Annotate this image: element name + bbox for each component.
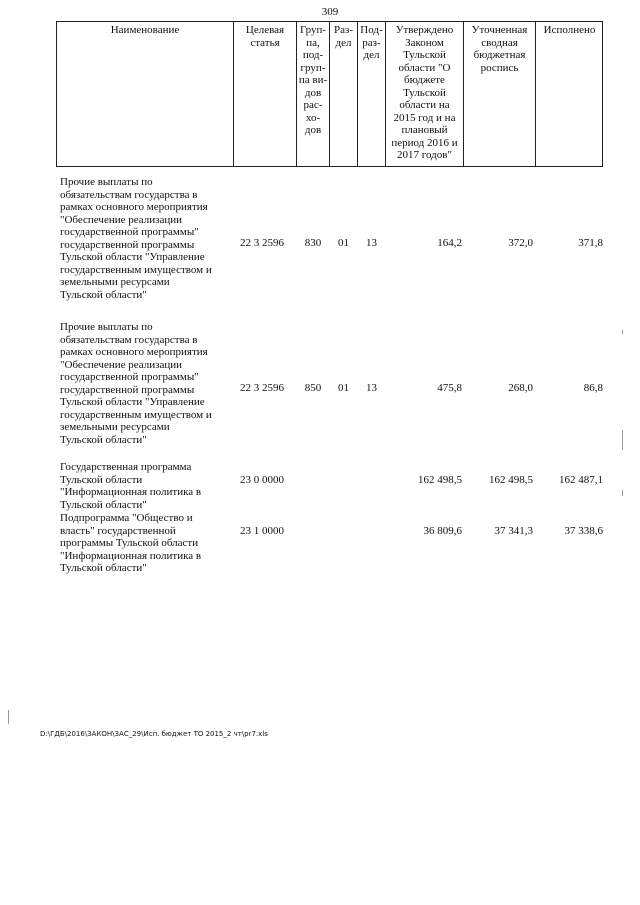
row-name-line: земельными ресурсами — [60, 421, 170, 433]
row-subsection: 13 — [366, 382, 377, 395]
row-approved-amount: 36 809,6 — [423, 524, 462, 537]
row-approved-amount: 164,2 — [437, 237, 462, 250]
header-line: статья — [250, 36, 280, 49]
header-line: дел — [335, 36, 352, 49]
row-name — [60, 176, 235, 301]
row-name-line: Тульской области" — [60, 562, 147, 574]
header-refined-budget — [464, 24, 535, 74]
header-section — [330, 24, 357, 49]
header-line: рас- — [303, 99, 323, 111]
row-name-line: Тульской области — [60, 473, 143, 486]
row-name — [60, 321, 235, 446]
header-line: хо- — [305, 111, 321, 124]
row-name-line: государственным имуществом и — [60, 263, 212, 276]
header-line: Груп- — [299, 24, 327, 36]
row-name-line: Тульской области "Управление — [60, 251, 205, 263]
row-name-line: Прочие выплаты по — [60, 176, 153, 188]
row-name-line: Тульской области "Управление — [60, 396, 205, 408]
header-line: дел — [363, 49, 380, 61]
header-line: под- — [302, 49, 324, 61]
header-line: Тульской — [403, 49, 446, 61]
row-name-line: "Обеспечение реализации — [60, 358, 182, 371]
row-target-article: 22 3 2596 — [240, 382, 284, 395]
header-line: плановый — [401, 124, 448, 136]
header-line: Уточненная — [471, 24, 528, 36]
row-name-line: земельными ресурсами — [60, 276, 170, 288]
row-refined-amount: 372,0 — [508, 237, 533, 250]
row-refined-amount: 268,0 — [508, 382, 533, 395]
header-line: дов — [304, 86, 322, 99]
row-target-article: 23 0 0000 — [240, 473, 284, 486]
row-name-line: рамках основного мероприятия — [60, 346, 208, 358]
row-name-line: государственной программы — [60, 238, 195, 251]
row-refined-amount: 162 498,5 — [489, 473, 533, 486]
row-name-line: Тульской области" — [60, 498, 147, 511]
row-executed-amount: 371,8 — [578, 237, 603, 250]
header-line: Под- — [360, 24, 383, 36]
header-line: бюджете — [404, 74, 445, 86]
header-line: па, — [306, 36, 320, 49]
header-line: дов — [304, 124, 322, 136]
scan-mark — [622, 430, 623, 450]
row-expense-group: 830 — [304, 237, 322, 250]
header-subsection — [358, 24, 385, 62]
row-target-article: 23 1 0000 — [240, 524, 284, 537]
page-number: 309 — [321, 6, 339, 18]
header-line: Законом — [405, 36, 444, 49]
header-line: области "О — [398, 61, 451, 74]
row-name-line: Прочие выплаты по — [60, 321, 153, 333]
header-executed — [536, 24, 603, 37]
header-line: Исполнено — [543, 24, 596, 36]
row-name-line: Подпрограмма "Общество и — [60, 512, 193, 524]
header-expense-group — [297, 24, 329, 137]
row-name-line: власть" государственной — [60, 524, 176, 537]
row-name-line: программы Тульской области — [60, 537, 199, 549]
row-expense-group: 850 — [304, 382, 322, 395]
row-name-line: Тульской области" — [60, 288, 147, 301]
row-name-line: обязательствам государства в — [60, 333, 198, 346]
row-name-line: рамках основного мероприятия — [60, 201, 208, 213]
header-target-article — [234, 24, 296, 49]
header-line: области на — [399, 99, 450, 111]
row-name-line: Государственная программа — [60, 461, 192, 473]
header-line: Раз- — [333, 24, 353, 36]
scan-mark — [8, 710, 9, 724]
header-line: груп- — [300, 61, 326, 74]
header-approved-by-law — [386, 24, 463, 162]
header-line: Тульской — [403, 86, 446, 99]
header-line: Утверждено — [395, 24, 454, 36]
header-line: Целевая — [245, 24, 285, 36]
header-line: 2015 год и на — [393, 111, 456, 124]
header-name: Наименование — [110, 24, 180, 36]
row-name — [60, 512, 235, 575]
scan-mark — [622, 330, 623, 334]
column-divider — [535, 21, 536, 167]
row-executed-amount: 162 487,1 — [559, 473, 603, 486]
row-name-line: "Информационная политика в — [60, 549, 202, 562]
row-refined-amount: 37 341,3 — [494, 524, 533, 537]
row-name-line: государственной программы" — [60, 226, 199, 238]
row-name-line: государственной программы" — [60, 371, 199, 383]
row-name-line: государственной программы — [60, 383, 195, 396]
row-section: 01 — [338, 382, 349, 395]
row-name — [60, 461, 235, 511]
row-name-line: Тульской области" — [60, 433, 147, 446]
header-line: па ви- — [298, 74, 328, 86]
header-line: период 2016 и — [391, 136, 458, 149]
row-name-line: "Информационная политика в — [60, 486, 202, 498]
file-path-footer: D:\ГДБ\2016\ЗАКОН\ЗАС_29\Исп. бюджет ТО 2015_2 чт\pr7.xls — [40, 730, 268, 738]
header-line: раз- — [362, 36, 381, 49]
header-line: бюджетная — [473, 49, 526, 61]
row-name-line: обязательствам государства в — [60, 188, 198, 201]
header-line: роспись — [480, 61, 519, 74]
row-target-article: 22 3 2596 — [240, 237, 284, 250]
scan-mark — [622, 490, 623, 496]
row-section: 01 — [338, 237, 349, 250]
row-approved-amount: 475,8 — [437, 382, 462, 395]
row-executed-amount: 37 338,6 — [564, 524, 603, 537]
row-approved-amount: 162 498,5 — [418, 473, 462, 486]
header-line: 2017 годов" — [397, 149, 452, 161]
row-name-line: "Обеспечение реализации — [60, 213, 182, 226]
row-executed-amount: 86,8 — [583, 382, 603, 395]
row-name-line: государственным имуществом и — [60, 408, 212, 421]
row-subsection: 13 — [366, 237, 377, 250]
header-line: сводная — [481, 36, 518, 49]
